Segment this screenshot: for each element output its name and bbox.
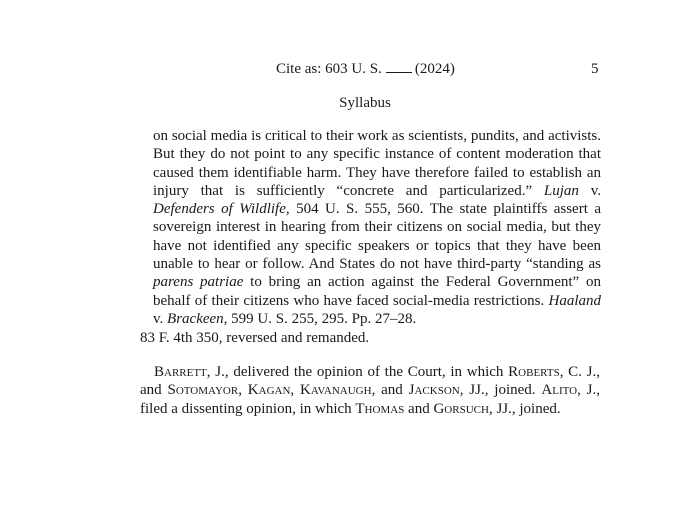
opinion-text: , [290, 382, 300, 399]
justice-name: Alito [541, 382, 578, 399]
latin-term: parens patriae [153, 274, 244, 291]
versus: v. [578, 182, 601, 199]
justice-name: Thomas [355, 400, 405, 417]
opinion-text: , C. J., and [140, 364, 600, 399]
holding-line: 83 F. 4th 350, reversed and remanded. [140, 330, 370, 346]
paragraph-text: to bring an action against the Federal Government” on behalf of their citizens who have faced social-media restrictions. [153, 274, 601, 309]
case-name: Lujan [543, 182, 579, 199]
case-party: Defenders of Wildlife [153, 201, 286, 218]
opinion-text: , JJ., joined. [459, 382, 542, 399]
justice-name: Barrett [154, 364, 207, 380]
justice-name: Roberts [508, 364, 560, 380]
opinion-text: , J., filed a dissenting opinion, in which [140, 382, 600, 417]
citation-page-blank [386, 62, 412, 73]
opinion-text: , JJ., joined. [488, 400, 561, 417]
case-name: Haaland [548, 292, 601, 309]
opinion-text: , and [371, 382, 409, 399]
syllabus-paragraph [153, 127, 601, 328]
paragraph-text: on social media is critical to their work as scientists, pundits, and activists. But they do not point to any specific instance of content moderation that caused them identifiable harm. They have therefore failed to establish an injury that is sufficiently “concrete and particularized.” [153, 128, 601, 199]
citation [276, 61, 455, 78]
justice-name: Gorsuch [433, 400, 489, 417]
paragraph-text: , 504 U. S. 555, 560. The state plaintiffs assert a sovereign interest in hearing from their citizens on social media, but they have not identified any specific speakers or topics that they have been unable to hear or follow. And States do not have third-party “standing as [153, 201, 601, 273]
opinion-text: , J., delivered the opinion of the Court, in which [206, 364, 509, 380]
justice-name: Sotomayor [167, 382, 239, 399]
running-header [0, 61, 680, 81]
citation-year: (2024) [414, 61, 455, 77]
citation-prefix: Cite as: 603 U. S. [276, 61, 382, 77]
opinion-authorship-paragraph [140, 363, 600, 418]
justice-name: Jackson [408, 382, 460, 399]
case-party: Brackeen [167, 310, 224, 327]
versus: v. [153, 310, 168, 327]
section-title: Syllabus [339, 95, 391, 111]
opinion-text: and [404, 400, 434, 417]
opinion-text: , [238, 382, 248, 399]
justice-name: Kavanaugh [300, 382, 372, 399]
page-number: 5 [591, 61, 599, 77]
paragraph-text: , 599 U. S. 255, 295. Pp. 27–28. [223, 310, 417, 327]
justice-name: Kagan [247, 382, 291, 399]
